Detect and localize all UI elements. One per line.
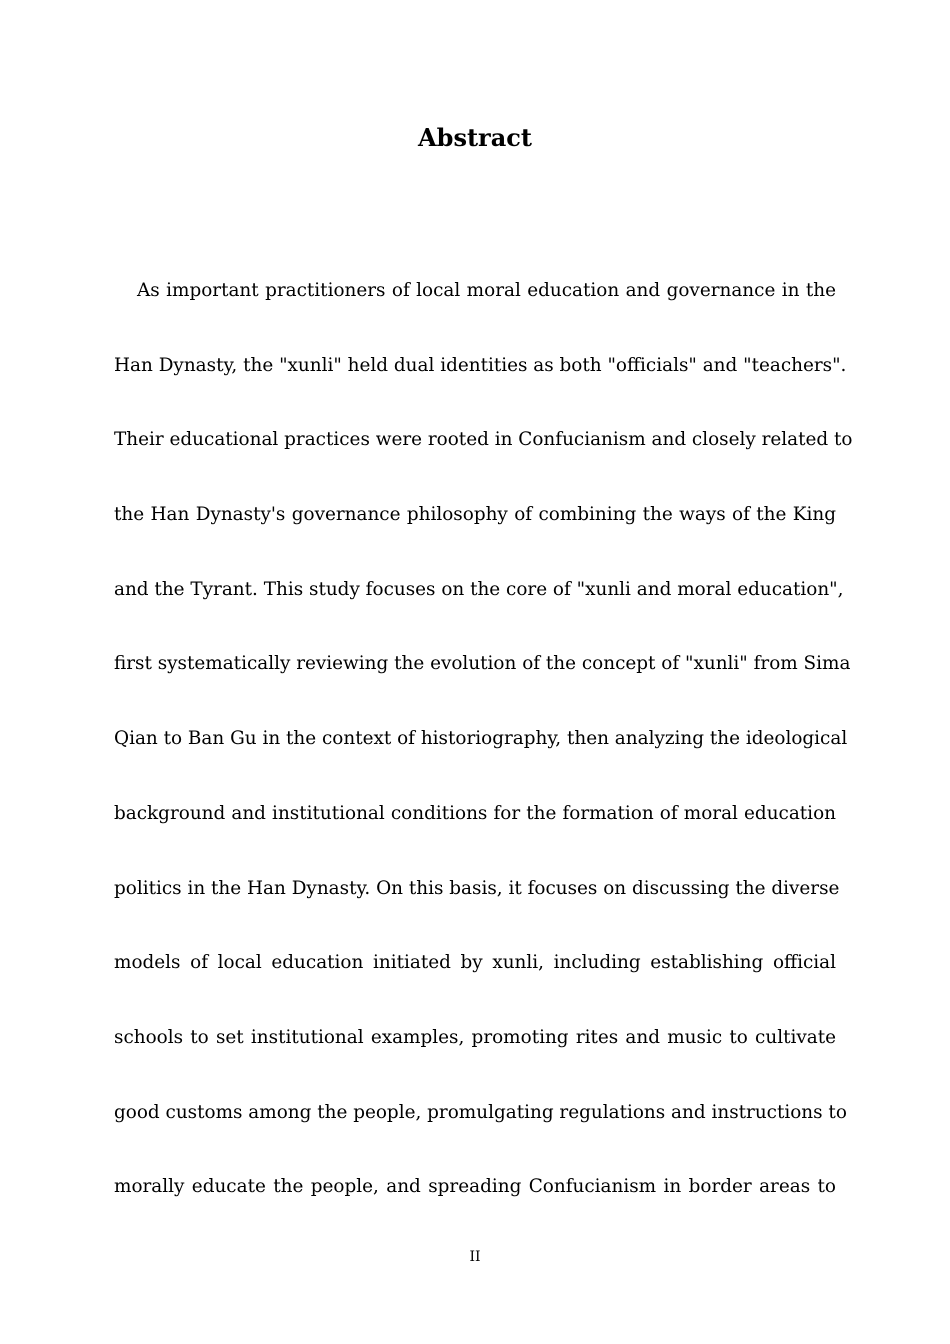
paragraph-line: As important practitioners of local moral education and governance in the <box>137 280 836 301</box>
paragraph-line: schools to set institutional examples, promoting rites and music to cultivate <box>114 1026 836 1048</box>
paragraph-line: background and institutional conditions for the formation of moral education <box>114 802 836 824</box>
paragraph-line: Qian to Ban Gu in the context of historiography, then analyzing the ideological <box>114 728 848 750</box>
paragraph-line: the Han Dynasty's governance philosophy of combining the ways of the King <box>114 504 836 526</box>
paragraph-line: and the Tyrant. This study focuses on the core of "xunli and moral education", <box>114 578 844 600</box>
paragraph-line: models of local education initiated by xunli, including establishing official <box>114 952 836 974</box>
paragraph-line: Han Dynasty, the "xunli" held dual identities as both "officials" and "teachers". <box>114 354 847 376</box>
paragraph-line: first systematically reviewing the evolution of the concept of "xunli" from Sima <box>114 653 851 675</box>
paragraph-line: Their educational practices were rooted in Confucianism and closely related to <box>114 429 853 451</box>
abstract-paragraph <box>114 254 853 1225</box>
paragraph-line: politics in the Han Dynasty. On this basis, it focuses on discussing the diverse <box>114 877 840 899</box>
paragraph-line: good customs among the people, promulgating regulations and instructions to <box>114 1101 847 1123</box>
paragraph-line: morally educate the people, and spreading Confucianism in border areas to <box>114 1176 836 1198</box>
page-number: II <box>469 1249 481 1265</box>
page-title: Abstract <box>418 123 532 152</box>
